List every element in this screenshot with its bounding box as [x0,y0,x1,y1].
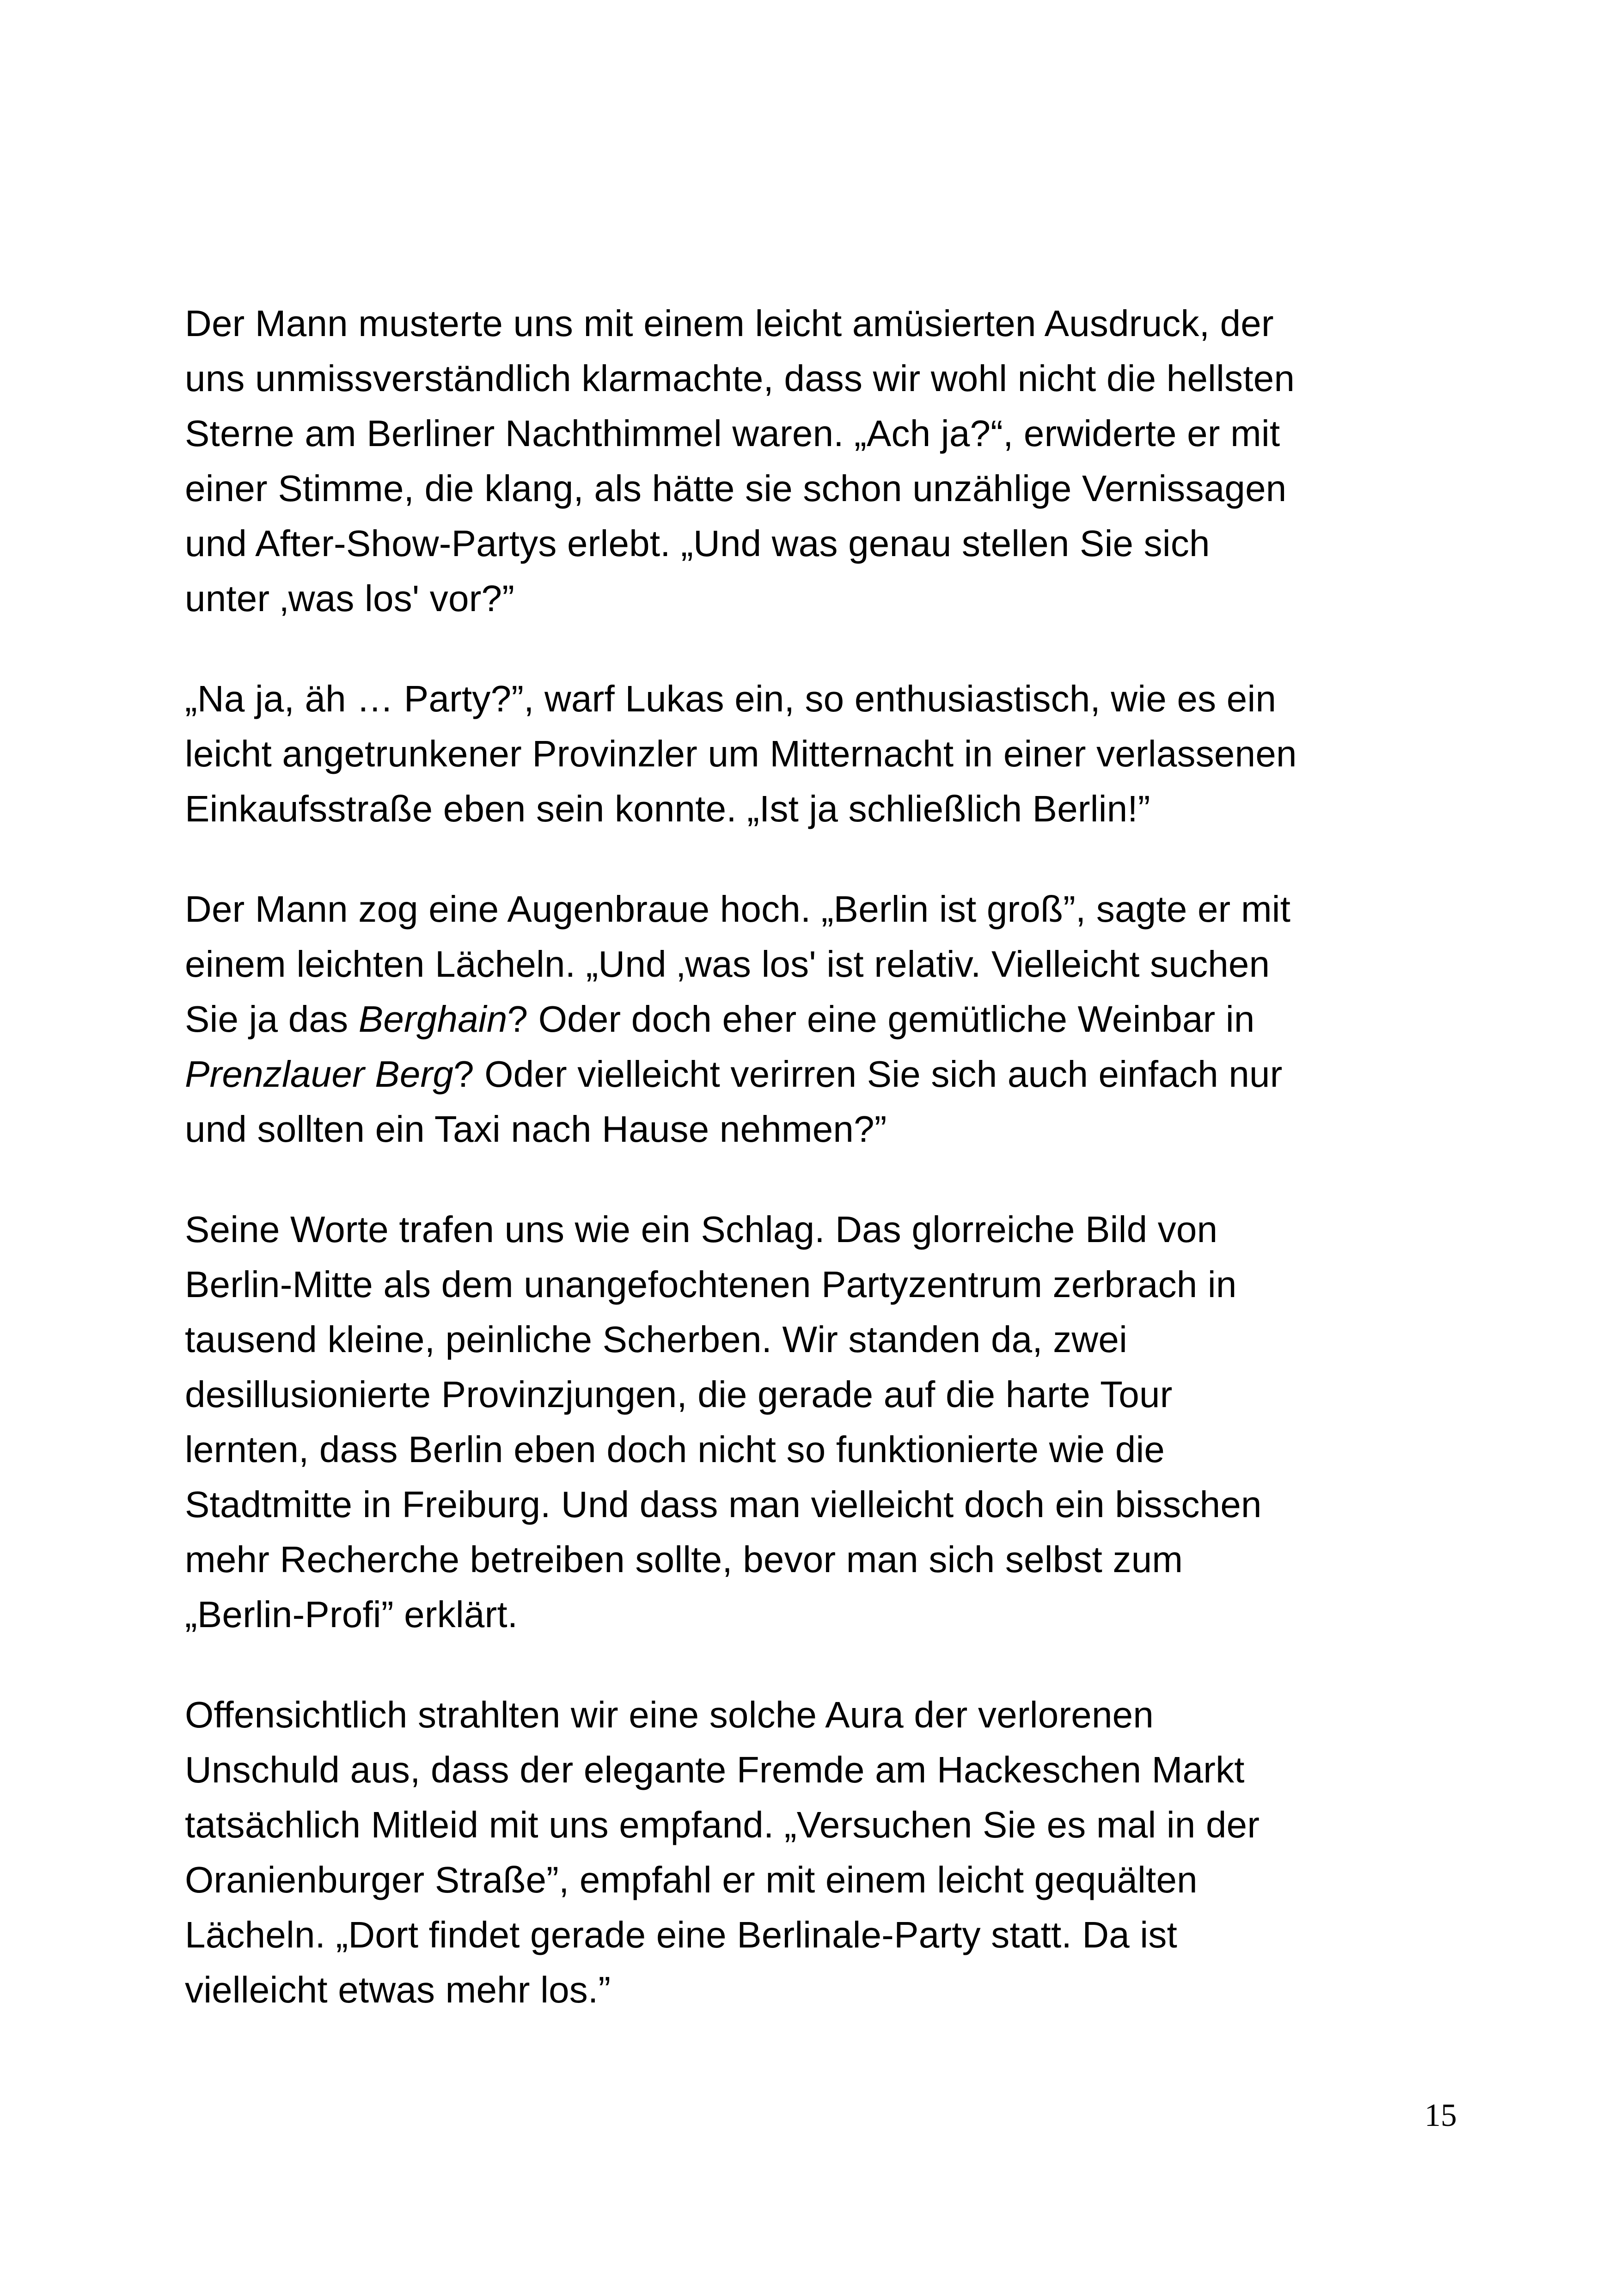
paragraph [185,296,1461,626]
paragraph [185,671,1461,836]
page-number: 15 [1424,2098,1457,2133]
italic-place-name: Berghain [358,998,507,1040]
text-run: ? Oder vielleicht verirren Sie sich auch einfach nur [453,1053,1283,1095]
text-line: leicht angetrunkener Provinzler um Mitternacht in einer verlassenen [185,733,1297,774]
text-line: einem leichten Lächeln. „Und ‚was los' ist relativ. Vielleicht suchen [185,943,1270,985]
text-line [185,1047,1461,1102]
text-line: und After-Show-Partys erlebt. „Und was genau stellen Sie sich [185,523,1210,564]
text-line: Der Mann musterte uns mit einem leicht amüsierten Ausdruck, der [185,303,1274,344]
text-line: Sterne am Berliner Nachthimmel waren. „Ach ja?“, erwiderte er mit [185,413,1280,454]
text-line: Berlin-Mitte als dem unangefochtenen Partyzentrum zerbrach in [185,1264,1237,1305]
text-line: Der Mann zog eine Augenbraue hoch. „Berlin ist groß”, sagte er mit [185,888,1291,930]
text-line [185,992,1461,1047]
text-line: Lächeln. „Dort findet gerade eine Berlinale-Party statt. Da ist [185,1914,1178,1955]
text-line: Seine Worte trafen uns wie ein Schlag. Das glorreiche Bild von [185,1209,1218,1250]
text-line: Einkaufsstraße eben sein konnte. „Ist ja schließlich Berlin!” [185,788,1150,829]
text-line: mehr Recherche betreiben sollte, bevor man sich selbst zum [185,1539,1183,1580]
text-line: Stadtmitte in Freiburg. Und dass man vielleicht doch ein bisschen [185,1484,1262,1525]
text-run: ? Oder doch eher eine gemütliche Weinbar in [507,998,1255,1040]
text-line: und sollten ein Taxi nach Hause nehmen?” [185,1108,887,1150]
paragraph [185,1202,1461,1642]
body-text [185,296,1461,2017]
text-line: „Na ja, äh … Party?”, warf Lukas ein, so enthusiastisch, wie es ein [185,678,1277,719]
text-line: einer Stimme, die klang, als hätte sie schon unzählige Vernissagen [185,468,1287,509]
text-line: unter ‚was los' vor?” [185,578,515,619]
text-line: Unschuld aus, dass der elegante Fremde am Hackeschen Markt [185,1749,1245,1790]
paragraph [185,1687,1461,2017]
text-line: tatsächlich Mitleid mit uns empfand. „Versuchen Sie es mal in der [185,1804,1260,1845]
text-line: uns unmissverständlich klarmachte, dass wir wohl nicht die hellsten [185,358,1295,399]
text-line: vielleicht etwas mehr los.” [185,1969,611,2010]
text-line: tausend kleine, peinliche Scherben. Wir standen da, zwei [185,1319,1128,1360]
text-line: Offensichtlich strahlten wir eine solche Aura der verlorenen [185,1694,1154,1735]
paragraph [185,882,1461,1157]
text-run: Sie ja das [185,998,359,1040]
text-line: desillusionierte Provinzjungen, die gerade auf die harte Tour [185,1374,1173,1415]
text-line: „Berlin-Profi” erklärt. [185,1594,518,1635]
text-line: lernten, dass Berlin eben doch nicht so funktionierte wie die [185,1429,1165,1470]
italic-place-name: Prenzlauer Berg [185,1053,454,1095]
text-line: Oranienburger Straße”, empfahl er mit einem leicht gequälten [185,1859,1198,1900]
